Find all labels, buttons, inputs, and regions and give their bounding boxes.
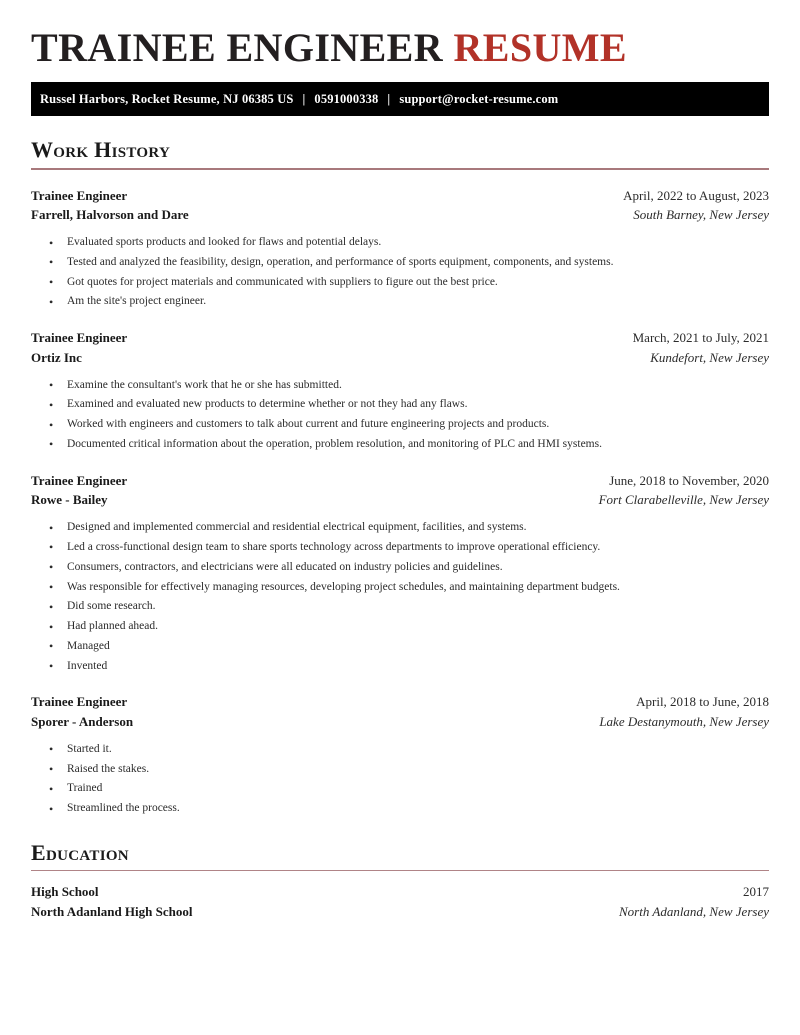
education-location: North Adanland, New Jersey (619, 904, 769, 920)
job-bullet: • Trained (49, 779, 769, 799)
job-entry-company-row (31, 205, 769, 225)
job-entry-title-row (31, 692, 769, 712)
job-bullet: • Evaluated sports products and looked for flaws and potential delays. (49, 233, 769, 253)
job-location: South Barney, New Jersey (633, 207, 769, 223)
job-bullet: • Managed (49, 637, 769, 657)
education-school-row (31, 902, 769, 922)
job-entry-company-row (31, 490, 769, 510)
section-heading-work-history: Work History (31, 137, 171, 163)
contact-line (40, 92, 558, 107)
job-company: Farrell, Halvorson and Dare (31, 207, 189, 223)
job-bullet-list (31, 740, 769, 819)
page-title-role: TRAINEE ENGINEER (31, 25, 444, 70)
page-title-accent: RESUME (453, 25, 627, 70)
education-degree-row (31, 882, 769, 902)
job-title: Trainee Engineer (31, 330, 128, 346)
job-bullet: • Invented (49, 657, 769, 677)
education-year: 2017 (743, 884, 769, 900)
job-bullet: • Was responsible for effectively managing resources, developing project schedules, and maintaining department budgets. (49, 578, 769, 598)
job-company: Rowe - Bailey (31, 492, 108, 508)
job-location: Kundefort, New Jersey (650, 349, 769, 365)
job-bullet: • Got quotes for project materials and communicated with suppliers to figure out the best price. (49, 273, 769, 293)
job-bullet: • Did some research. (49, 597, 769, 617)
job-bullet: • Examined and evaluated new products to determine whether or not they had any flaws. (49, 395, 769, 415)
education-school: North Adanland High School (31, 904, 193, 920)
job-dates: April, 2022 to August, 2023 (623, 187, 769, 203)
job-title: Trainee Engineer (31, 472, 128, 488)
job-bullet: • Had planned ahead. (49, 617, 769, 637)
job-entry-company-row (31, 712, 769, 732)
job-entry (31, 186, 769, 313)
job-entry (31, 692, 769, 819)
section-work-history (31, 137, 769, 819)
contact-email[interactable]: support@rocket-resume.com (399, 91, 559, 106)
job-entry-company-row (31, 348, 769, 368)
education-entry (31, 882, 769, 922)
job-company: Sporer - Anderson (31, 714, 134, 730)
job-entry-title-row (31, 471, 769, 491)
job-bullet: • Raised the stakes. (49, 760, 769, 780)
job-bullet: • Led a cross-functional design team to share sports technology across departments to improve operational efficiency. (49, 538, 769, 558)
contact-separator-2: | (387, 91, 391, 106)
job-title: Trainee Engineer (31, 694, 128, 710)
job-bullet: • Tested and analyzed the feasibility, design, operation, and performance of sports equipment, components, and systems. (49, 253, 769, 273)
job-entry-title-row (31, 328, 769, 348)
section-heading-education: Education (31, 839, 129, 865)
job-bullet: • Am the site's project engineer. (49, 292, 769, 312)
job-entry-title-row (31, 186, 769, 206)
job-company: Ortiz Inc (31, 349, 82, 365)
job-bullet: • Designed and implemented commercial and residential electrical equipment, facilities, and systems. (49, 518, 769, 538)
job-location: Fort Clarabelleville, New Jersey (598, 492, 769, 508)
job-bullet: • Started it. (49, 740, 769, 760)
job-bullet: • Streamlined the process. (49, 799, 769, 819)
job-bullet-list (31, 233, 769, 312)
job-bullet-list (31, 518, 769, 676)
section-rule-education (31, 870, 769, 871)
job-dates: June, 2018 to November, 2020 (609, 472, 769, 488)
job-entry (31, 328, 769, 455)
section-rule-work-history (31, 168, 769, 170)
contact-separator-1: | (302, 91, 306, 106)
job-bullet: • Examine the consultant's work that he or she has submitted. (49, 376, 769, 396)
page-title (31, 0, 769, 69)
education-degree: High School (31, 884, 99, 900)
contact-phone: 0591000338 (314, 91, 379, 106)
job-entry (31, 471, 769, 677)
job-bullet: • Worked with engineers and customers to talk about current and future engineering projects and products. (49, 415, 769, 435)
section-education (31, 840, 769, 922)
job-bullet: • Documented critical information about the operation, problem resolution, and monitoring of PLC and HMI systems. (49, 435, 769, 455)
job-title: Trainee Engineer (31, 187, 128, 203)
contact-bar (31, 82, 769, 116)
job-dates: March, 2021 to July, 2021 (632, 330, 769, 346)
job-bullet-list (31, 376, 769, 455)
job-bullet: • Consumers, contractors, and electricians were all educated on industry policies and guidelines. (49, 558, 769, 578)
job-dates: April, 2018 to June, 2018 (636, 694, 769, 710)
job-location: Lake Destanymouth, New Jersey (599, 714, 769, 730)
contact-address: Russel Harbors, Rocket Resume, NJ 06385 US (40, 91, 294, 106)
